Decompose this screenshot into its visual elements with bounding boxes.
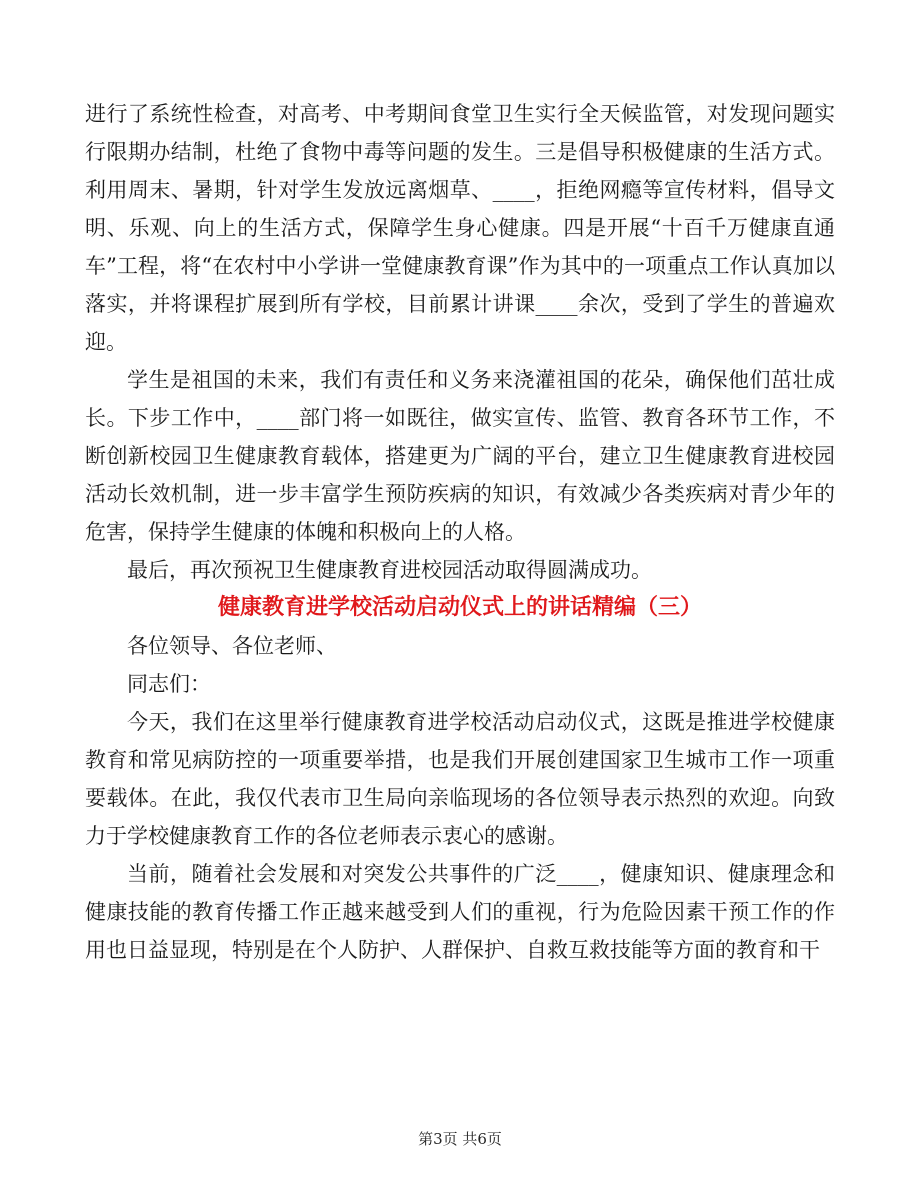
paragraph-closing: 最后，再次预祝卫生健康教育进校园活动取得圆满成功。 (127, 558, 652, 582)
document-page (85, 95, 835, 969)
page-number: 第3页 共6页 (418, 1130, 502, 1148)
paragraph-future-work: 学生是祖国的未来，我们有责任和义务来浇灌祖国的花朵，确保他们茁壮成长。下步工作中，____部门将一如既往，做实宣传、监管、教育各环节工作，不断创新校园卫生健康教育载体，搭建更为广阔的平台，建立卫生健康教育进校园活动长效机制，进一步丰富学生预防疾病的知识，有效减少各类疾病对青少年的危害，保持学生健康的体魄和积极向上的人格。 (85, 368, 835, 544)
greeting-comrades: 同志们： (127, 672, 211, 696)
paragraph-current-situation: 当前，随着社会发展和对突发公共事件的广泛____，健康知识、健康理念和健康技能的教育传播工作正越来越受到人们的重视，行为危险因素干预工作的作用也日益显现，特别是在个人防护、人群保护、自救互救技能等方面的教育和干 (85, 862, 835, 962)
paragraph-opening: 今天，我们在这里举行健康教育进学校活动启动仪式，这既是推进学校健康教育和常见病防控的一项重要举措，也是我们开展创建国家卫生城市工作一项重要载体。在此，我仅代表市卫生局向亲临现场的各位领导表示热烈的欢迎。向致力于学校健康教育工作的各位老师表示衷心的感谢。 (85, 710, 835, 848)
section-title: 健康教育进学校活动启动仪式上的讲话精编（三） (217, 595, 702, 620)
paragraph-continuation: 进行了系统性检查，对高考、中考期间食堂卫生实行全天候监管，对发现问题实行限期办结制，杜绝了食物中毒等问题的发生。三是倡导积极健康的生活方式。利用周末、暑期，针对学生发放远离烟草、____，拒绝网瘾等宣传材料，倡导文明、乐观、向上的生活方式，保障学生身心健康。四是开展“十百千万健康直通车”工程，将“在农村中小学讲一堂健康教育课”作为其中的一项重点工作认真加以落实，并将课程扩展到所有学校，目前累计讲课____余次，受到了学生的普遍欢迎。 (85, 102, 835, 354)
greeting-leaders: 各位领导、各位老师、 (127, 634, 337, 658)
